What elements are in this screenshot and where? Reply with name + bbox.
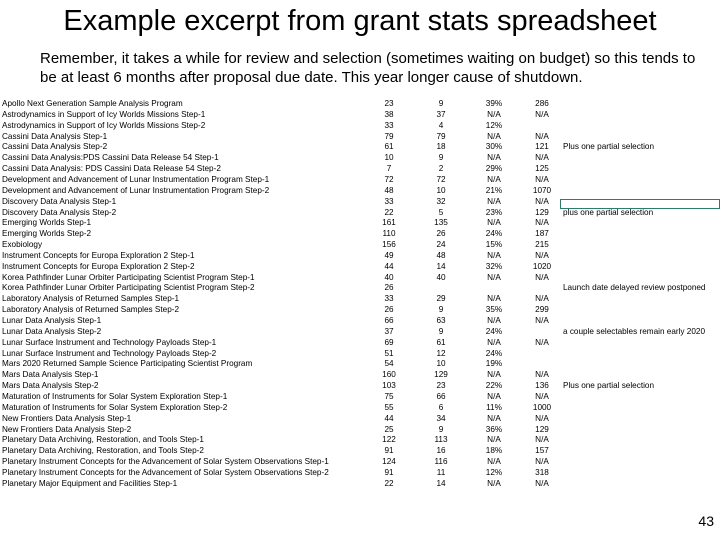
table-row xyxy=(0,240,720,251)
cell-v1: 91 xyxy=(384,467,394,477)
cell-v4: 125 xyxy=(535,164,549,174)
cell-name: Lunar Surface Instrument and Technology Payloads Step-2 xyxy=(2,348,217,358)
cell-v1: 55 xyxy=(384,402,394,412)
cell-v1: 51 xyxy=(384,348,394,358)
cell-v4: N/A xyxy=(535,272,549,282)
cell-v2: 11 xyxy=(436,467,446,477)
table-row xyxy=(0,316,720,327)
cell-v2: 79 xyxy=(436,131,446,141)
cell-v3: 35% xyxy=(485,305,503,315)
cell-name: New Frontiers Data Analysis Step-2 xyxy=(2,424,132,434)
cell-v2: 66 xyxy=(436,391,446,401)
cell-v1: 33 xyxy=(384,294,394,304)
cell-v2: 6 xyxy=(438,402,444,412)
cell-v3: 12% xyxy=(485,120,503,130)
cell-v3: N/A xyxy=(487,457,501,467)
cell-v4: N/A xyxy=(535,370,549,380)
cell-v1: 22 xyxy=(384,207,394,217)
cell-name: Emerging Worlds Step-2 xyxy=(2,229,92,239)
cell-v3: 29% xyxy=(485,164,503,174)
cell-v3: N/A xyxy=(487,174,501,184)
cell-v3: 32% xyxy=(485,261,503,271)
cell-v1: 156 xyxy=(382,240,396,250)
cell-name: Planetary Instrument Concepts for the Advancement of Solar System Observations Step-2 xyxy=(2,467,329,477)
cell-v1: 7 xyxy=(386,164,392,174)
table-row xyxy=(0,370,720,381)
cell-note: Plus one partial selection xyxy=(563,381,655,391)
cell-v3: 24% xyxy=(485,326,503,336)
cell-v1: 22 xyxy=(384,478,394,488)
cell-v3: 30% xyxy=(485,142,503,152)
table-row xyxy=(0,164,720,175)
table-row xyxy=(0,132,720,143)
table-row xyxy=(0,381,720,392)
cell-v1: 91 xyxy=(384,446,394,456)
cell-v4: N/A xyxy=(535,153,549,163)
cell-v3: N/A xyxy=(487,370,501,380)
cell-v1: 40 xyxy=(384,272,394,282)
cell-name: Laboratory Analysis of Returned Samples Step-2 xyxy=(2,305,180,315)
cell-v2: 10 xyxy=(436,359,446,369)
table-row xyxy=(0,327,720,338)
table-row xyxy=(0,435,720,446)
cell-v4: 157 xyxy=(535,446,549,456)
cell-name: Instrument Concepts for Europa Exploration 2 Step-1 xyxy=(2,250,195,260)
cell-v3: N/A xyxy=(487,478,501,488)
cell-v4: 1000 xyxy=(532,402,552,412)
cell-name: Laboratory Analysis of Returned Samples Step-1 xyxy=(2,294,180,304)
cell-v3: 39% xyxy=(485,99,503,108)
cell-v4: N/A xyxy=(535,174,549,184)
cell-v3: N/A xyxy=(487,109,501,119)
cell-v1: 44 xyxy=(384,413,394,423)
cell-v4: 215 xyxy=(535,240,549,250)
cell-v2: 14 xyxy=(436,478,446,488)
cell-v2: 48 xyxy=(436,250,446,260)
cell-v4: N/A xyxy=(535,457,549,467)
cell-v4: N/A xyxy=(535,218,549,228)
table-row xyxy=(0,197,720,208)
cell-v3: 24% xyxy=(485,229,503,239)
table-row xyxy=(0,99,720,110)
cell-v1: 10 xyxy=(384,153,394,163)
cell-v2: 24 xyxy=(436,240,446,250)
cell-v2: 12 xyxy=(436,348,446,358)
cell-v3: 18% xyxy=(485,446,503,456)
table-row xyxy=(0,142,720,153)
table-row xyxy=(0,153,720,164)
cell-name: Lunar Data Analysis Step-2 xyxy=(2,326,102,336)
cell-name: Planetary Major Equipment and Facilities Step-1 xyxy=(2,478,178,488)
cell-v1: 44 xyxy=(384,261,394,271)
cell-v2: 29 xyxy=(436,294,446,304)
cell-v2: 23 xyxy=(436,381,446,391)
cell-v3: N/A xyxy=(487,250,501,260)
cell-v3: 23% xyxy=(485,207,503,217)
cell-name: Cassini Data Analysis: PDS Cassini Data Release 54 Step-2 xyxy=(2,164,221,174)
cell-name: Mars 2020 Returned Sample Science Participating Scientist Program xyxy=(2,359,253,369)
cell-v3: N/A xyxy=(487,272,501,282)
table-row xyxy=(0,208,720,219)
cell-v4: N/A xyxy=(535,109,549,119)
cell-v1: 38 xyxy=(384,109,394,119)
cell-name: Mars Data Analysis Step-2 xyxy=(2,381,99,391)
cell-name: Planetary Data Archiving, Restoration, and Tools Step-1 xyxy=(2,435,204,445)
cell-name: Cassini Data Analysis Step-2 xyxy=(2,142,108,152)
cell-v2: 72 xyxy=(436,174,446,184)
cell-name: Exobiology xyxy=(2,240,43,250)
cell-name: Korea Pathfinder Lunar Orbiter Participating Scientist Program Step-2 xyxy=(2,283,255,293)
slide-title: Example excerpt from grant stats spreadsheet xyxy=(63,5,657,37)
cell-v3: 22% xyxy=(485,381,503,391)
cell-name: Cassini Data Analysis:PDS Cassini Data Release 54 Step-1 xyxy=(2,153,219,163)
cell-name: Astrodynamics in Support of Icy Worlds Missions Step-1 xyxy=(2,109,206,119)
cell-v1: 69 xyxy=(384,337,394,347)
cell-v4: 318 xyxy=(535,467,549,477)
cell-v4: 286 xyxy=(535,99,549,108)
cell-v3: N/A xyxy=(487,218,501,228)
table-row xyxy=(0,457,720,468)
cell-v2: 9 xyxy=(438,305,444,315)
cell-v4: N/A xyxy=(535,294,549,304)
cell-v1: 122 xyxy=(382,435,396,445)
cell-v2: 113 xyxy=(434,435,448,445)
table-row xyxy=(0,218,720,229)
cell-v2: 40 xyxy=(436,272,446,282)
cell-v2: 4 xyxy=(438,120,444,130)
cell-v1: 161 xyxy=(382,218,396,228)
cell-v4: N/A xyxy=(535,316,549,325)
table-row xyxy=(0,338,720,349)
cell-v2: 14 xyxy=(436,261,446,271)
cell-v3: 24% xyxy=(485,348,503,358)
cell-v2: 18 xyxy=(436,142,446,152)
cell-name: Maturation of Instruments for Solar System Exploration Step-1 xyxy=(2,391,228,401)
cell-v4: N/A xyxy=(535,435,549,445)
cell-v3: N/A xyxy=(487,153,501,163)
table-row xyxy=(0,425,720,436)
cell-v2: 5 xyxy=(438,207,444,217)
cell-v4: N/A xyxy=(535,196,549,206)
cell-name: Planetary Data Archiving, Restoration, and Tools Step-2 xyxy=(2,446,204,456)
cell-v1: 75 xyxy=(384,391,394,401)
cell-v2: 2 xyxy=(438,164,444,174)
table-row xyxy=(0,110,720,121)
cell-v4: N/A xyxy=(535,391,549,401)
cell-v4: N/A xyxy=(535,413,549,423)
cell-v4: 129 xyxy=(535,424,549,434)
cell-v2: 9 xyxy=(438,424,444,434)
cell-v2: 9 xyxy=(438,326,444,336)
cell-v3: 21% xyxy=(485,185,503,195)
table-row xyxy=(0,262,720,273)
cell-v3: N/A xyxy=(487,316,501,325)
table-row xyxy=(0,175,720,186)
spreadsheet-excerpt xyxy=(0,99,720,497)
cell-v2: 63 xyxy=(436,316,446,325)
page-number: 43 xyxy=(698,513,714,529)
cell-name: Cassini Data Analysis Step-1 xyxy=(2,131,108,141)
cell-v4: N/A xyxy=(535,337,549,347)
cell-v4: 136 xyxy=(535,381,549,391)
cell-name: New Frontiers Data Analysis Step-1 xyxy=(2,413,132,423)
cell-v4: 129 xyxy=(535,207,549,217)
cell-name: Lunar Surface Instrument and Technology Payloads Step-1 xyxy=(2,337,217,347)
cell-v1: 66 xyxy=(384,316,394,325)
table-row xyxy=(0,251,720,262)
cell-v1: 33 xyxy=(384,120,394,130)
cell-v3: N/A xyxy=(487,391,501,401)
cell-note: Plus one partial selection xyxy=(563,142,655,152)
cell-v1: 26 xyxy=(384,283,394,293)
cell-note: Launch date delayed review postponed xyxy=(563,283,706,293)
cell-name: Korea Pathfinder Lunar Orbiter Participating Scientist Program Step-1 xyxy=(2,272,255,282)
cell-v4: 1070 xyxy=(532,185,552,195)
table-row xyxy=(0,121,720,132)
cell-v1: 72 xyxy=(384,174,394,184)
table-row xyxy=(0,294,720,305)
table-row xyxy=(0,403,720,414)
table-row xyxy=(0,283,720,294)
cell-v1: 103 xyxy=(382,381,396,391)
cell-name: Mars Data Analysis Step-1 xyxy=(2,370,99,380)
cell-name: Discovery Data Analysis Step-2 xyxy=(2,207,117,217)
cell-v2: 116 xyxy=(434,457,448,467)
cell-name: Lunar Data Analysis Step-1 xyxy=(2,316,102,325)
cell-v1: 23 xyxy=(384,99,394,108)
table-row xyxy=(0,414,720,425)
cell-v1: 79 xyxy=(384,131,394,141)
cell-v3: 12% xyxy=(485,467,503,477)
cell-v2: 129 xyxy=(434,370,448,380)
cell-name: Discovery Data Analysis Step-1 xyxy=(2,196,117,206)
cell-name: Maturation of Instruments for Solar System Exploration Step-2 xyxy=(2,402,228,412)
table-row xyxy=(0,446,720,457)
cell-v4: 1020 xyxy=(532,261,552,271)
cell-v3: 11% xyxy=(486,402,502,412)
cell-v4: N/A xyxy=(535,131,549,141)
cell-v1: 37 xyxy=(384,326,394,336)
cell-v2: 37 xyxy=(436,109,446,119)
cell-name: Development and Advancement of Lunar Instrumentation Program Step-1 xyxy=(2,174,270,184)
cell-v2: 32 xyxy=(436,196,446,206)
cell-v3: N/A xyxy=(487,131,501,141)
cell-v3: N/A xyxy=(487,337,501,347)
cell-v2: 34 xyxy=(436,413,446,423)
cell-v3: N/A xyxy=(487,196,501,206)
cell-note: a couple selectables remain early 2020 xyxy=(563,326,706,336)
cell-v3: 19% xyxy=(485,359,503,369)
cell-v2: 135 xyxy=(434,218,448,228)
cell-v2: 16 xyxy=(436,446,446,456)
cell-v3: N/A xyxy=(487,294,501,304)
table-row xyxy=(0,392,720,403)
cell-v4: 121 xyxy=(535,142,549,152)
cell-name: Astrodynamics in Support of Icy Worlds Missions Step-2 xyxy=(2,120,206,130)
cell-v2: 10 xyxy=(436,185,446,195)
cell-v4: N/A xyxy=(535,250,549,260)
cell-name: Emerging Worlds Step-1 xyxy=(2,218,92,228)
table-row xyxy=(0,479,720,490)
cell-v1: 61 xyxy=(384,142,394,152)
cell-name: Planetary Instrument Concepts for the Advancement of Solar System Observations Step-1 xyxy=(2,457,329,467)
table-row xyxy=(0,359,720,370)
cell-v4: 299 xyxy=(535,305,549,315)
table-row xyxy=(0,229,720,240)
table-row xyxy=(0,468,720,479)
cell-v2: 9 xyxy=(438,99,444,108)
cell-note: plus one partial selection xyxy=(563,207,654,217)
cell-v4: N/A xyxy=(535,478,549,488)
table-row xyxy=(0,186,720,197)
cell-name: Development and Advancement of Lunar Instrumentation Program Step-2 xyxy=(2,185,270,195)
cell-v1: 49 xyxy=(384,250,394,260)
cell-v1: 54 xyxy=(384,359,394,369)
slide-subtitle: Remember, it takes a while for review and selection (sometimes waiting on budget) so this tends to be at least 6 months after proposal due date. This year longer cause of shutdown. xyxy=(40,50,696,86)
cell-v3: 36% xyxy=(485,424,503,434)
cell-v3: N/A xyxy=(487,413,501,423)
cell-v2: 26 xyxy=(436,229,446,239)
table-row xyxy=(0,349,720,360)
cell-name: Instrument Concepts for Europa Exploration 2 Step-2 xyxy=(2,261,195,271)
cell-v2: 61 xyxy=(436,337,446,347)
cell-v4: 187 xyxy=(535,229,549,239)
cell-v1: 124 xyxy=(382,457,396,467)
cell-v1: 26 xyxy=(384,305,394,315)
cell-v3: N/A xyxy=(487,435,501,445)
cell-name: Apollo Next Generation Sample Analysis Program xyxy=(2,99,183,108)
cell-v1: 25 xyxy=(384,424,394,434)
cell-v1: 48 xyxy=(384,185,394,195)
table-row xyxy=(0,305,720,316)
cell-v2: 9 xyxy=(438,153,444,163)
cell-v3: 15% xyxy=(485,240,503,250)
table-row xyxy=(0,273,720,284)
cell-v1: 160 xyxy=(382,370,396,380)
cell-v1: 33 xyxy=(384,196,394,206)
cell-v1: 110 xyxy=(382,229,396,239)
